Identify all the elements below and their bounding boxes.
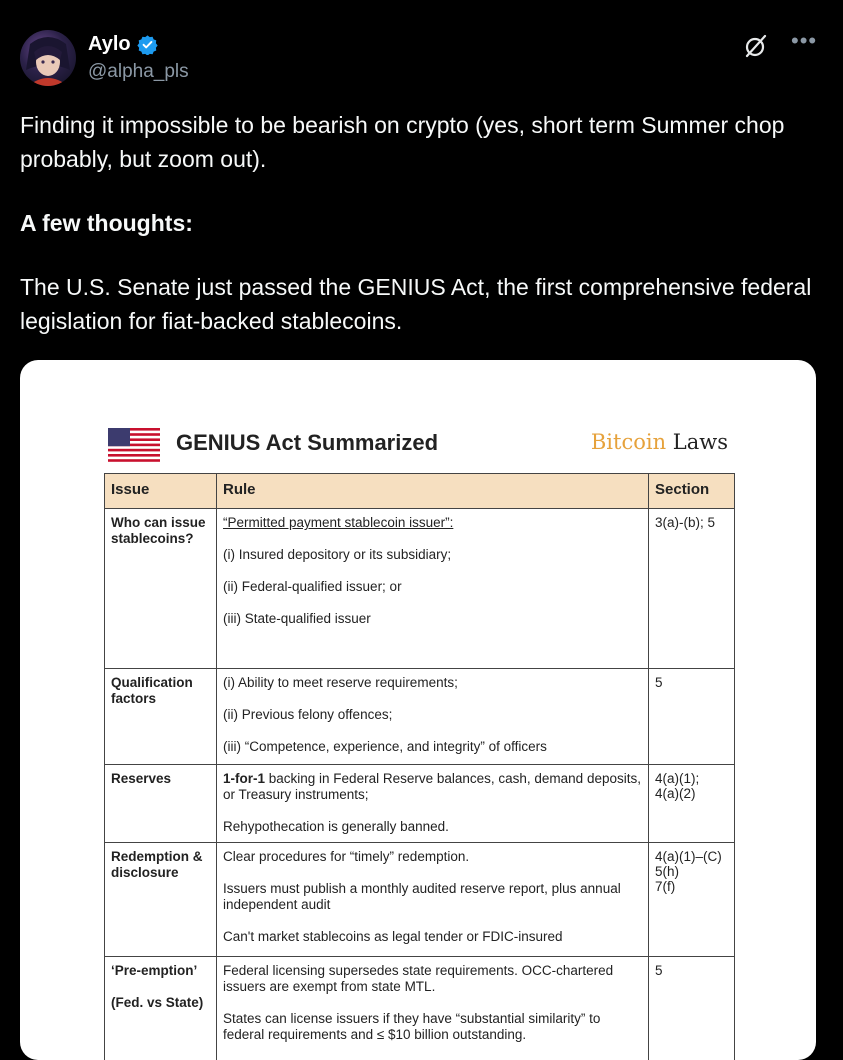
table-row — [105, 669, 735, 765]
header-rule: Rule — [217, 474, 649, 509]
table-header-row — [105, 474, 735, 509]
tweet-text — [20, 108, 820, 338]
section-cell: 3(a)-(b); 5 — [649, 509, 735, 669]
rule-cell: “Permitted payment stablecoin issuer”: (i) Insured depository or its subsidiary; (ii) Federal-qualified issuer; or (iii) State-qualified issuer — [217, 509, 649, 669]
rule-cell: Clear procedures for “timely” redemption. Issuers must publish a monthly audited reserve report, plus annual independent audit Can't market stablecoins as legal tender or FDIC-insured — [217, 843, 649, 957]
section-cell: 5 — [649, 957, 735, 1060]
document-header — [108, 424, 728, 464]
table-row — [105, 509, 735, 669]
verified-badge-icon — [137, 34, 158, 55]
author-name-row[interactable] — [88, 33, 158, 56]
tweet-paragraph-3: The U.S. Senate just passed the GENIUS Act, the first comprehensive federal legislation for fiat-backed stablecoins. — [20, 270, 820, 338]
tweet-paragraph-2: A few thoughts: — [20, 206, 820, 240]
more-options-icon[interactable]: ••• — [791, 34, 813, 56]
genius-act-table — [104, 473, 735, 1060]
table-row — [105, 957, 735, 1060]
grok-icon[interactable] — [743, 33, 769, 59]
table-row — [105, 843, 735, 957]
avatar-illustration — [20, 30, 76, 86]
section-cell: 5 — [649, 669, 735, 765]
us-flag-icon — [108, 428, 160, 462]
tweet-paragraph-1: Finding it impossible to be bearish on crypto (yes, short term Summer chop probably, but zoom out). — [20, 108, 820, 176]
header-issue: Issue — [105, 474, 217, 509]
rule-cell: (i) Ability to meet reserve requirements; (ii) Previous felony offences; (iii) “Competence, experience, and integrity” of officers — [217, 669, 649, 765]
section-cell: 4(a)(1); 4(a)(2) — [649, 765, 735, 843]
section-cell: 4(a)(1)–(C) 5(h) 7(f) — [649, 843, 735, 957]
issue-cell: Qualification factors — [105, 669, 217, 765]
issue-cell: ‘Pre-emption’ (Fed. vs State) — [105, 957, 217, 1060]
issue-cell: Who can issue stablecoins? — [105, 509, 217, 669]
bitcoin-laws-logo: Bitcoin Laws — [591, 430, 728, 454]
header-section: Section — [649, 474, 735, 509]
issue-cell: Redemption & disclosure — [105, 843, 217, 957]
attached-image[interactable] — [20, 360, 816, 1060]
table-row — [105, 765, 735, 843]
rule-cell: 1-for-1 backing in Federal Reserve balances, cash, demand deposits, or Treasury instruments; Rehypothecation is generally banned. — [217, 765, 649, 843]
issue-cell: Reserves — [105, 765, 217, 843]
author-handle[interactable]: @alpha_pls — [88, 61, 189, 83]
author-display-name[interactable]: Aylo — [88, 33, 131, 56]
rule-cell: Federal licensing supersedes state requirements. OCC-chartered issuers are exempt from state MTL. States can license issuers if they have “substantial similarity” to federal requirements and ≤ $10 billion outstanding. — [217, 957, 649, 1060]
author-avatar[interactable] — [20, 30, 76, 86]
document-title: GENIUS Act Summarized — [176, 430, 438, 456]
